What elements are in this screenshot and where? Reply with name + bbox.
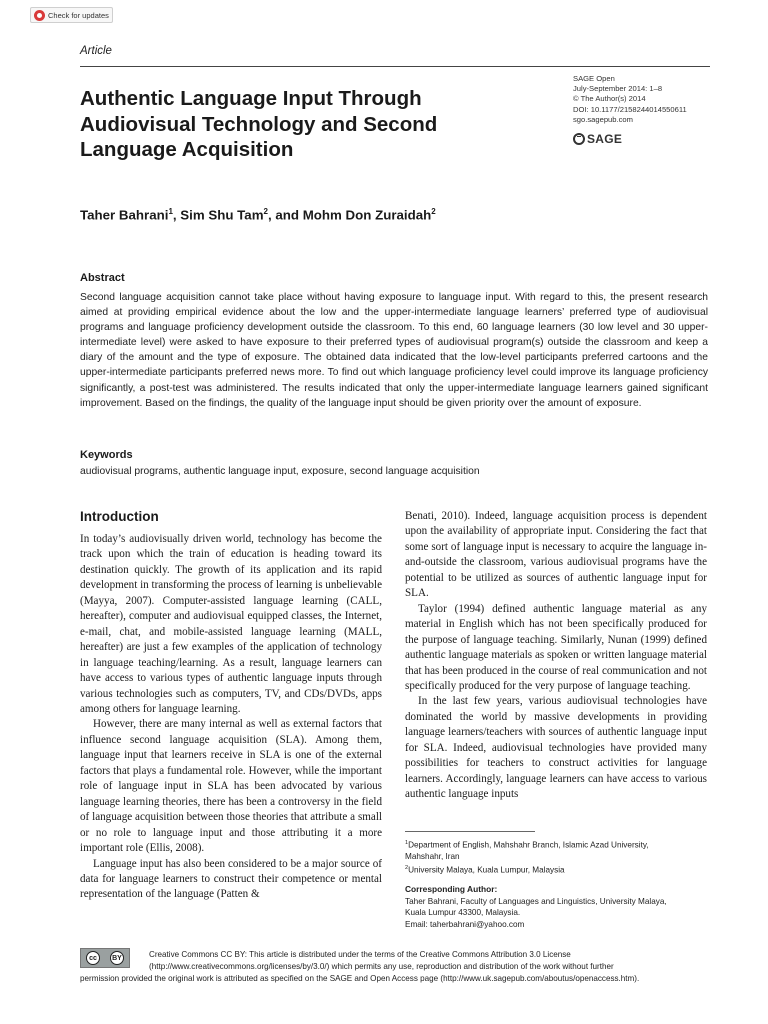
abstract-text: Second language acquisition cannot take place without having exposure to language input. With regard to this, the present research aimed at providing empirical evidence about the low and the upper-intermediate language learners’ preferred type of audiovisual programs and language proficiency development outside the classroom. To this end, 60 language learners (30 low level and 30 upper-intermediate level) were asked to have exposure to their preferred types of audiovisual program(s) outside the classroom and keep a diary of the amount and the type of exposure. The obtained data indicated that the low-level participants preferred cartoons and the upper-intermediate participants preferred news more. To find out which language proficiency level could improve its language proficiency significantly, a post-test was administered. The results indicated that only the upper-intermediate language learners gained significant improvement. Based on the findings, the quality of the language input should be given priority over the amount of exposure. [80, 292, 708, 409]
journal-site[interactable]: sgo.sagepub.com [573, 114, 633, 124]
license-line: Creative Commons CC BY: This article is distributed under the terms of the Creative Commons Attribution 3.0 License [149, 950, 571, 959]
affiliation-1-cont: Mahshahr, Iran [405, 852, 460, 862]
author-name: Mohm Don Zuraidah [302, 207, 432, 223]
affiliation-1 [405, 838, 710, 851]
header-rule [80, 66, 710, 67]
affiliation-mark: 2 [263, 207, 268, 216]
license-line: (http://www.creativecommons.org/licenses/by/3.0/) which permits any use, reproduction and distribution of the work without further [149, 962, 614, 972]
sage-logo-icon [573, 133, 585, 145]
journal-doi[interactable]: DOI: 10.1177/2158244014550611 [573, 104, 687, 114]
article-type-label: Article [80, 45, 112, 57]
corresponding-author-heading: Corresponding Author: [405, 884, 498, 895]
body-paragraph: Language input has also been considered to be a major source of data for language learners to construct their competence or mental representation of the language (Patten & [80, 857, 382, 901]
abstract-heading: Abstract [80, 272, 125, 284]
affiliation-mark: 1 [168, 207, 173, 216]
sage-logo [573, 132, 622, 146]
body-paragraph: Taylor (1994) defined authentic language material as any material in English which has not been specifically produced for the purpose of language teaching. Similarly, Nunan (1999) defined authentic language materials as spoken or written language material that has been produced in the course of real communication and not specifically produced for the very purpose of language teaching. [405, 602, 707, 692]
body-column-right [405, 509, 707, 803]
keywords-heading: Keywords [80, 449, 133, 461]
introduction-heading: Introduction [80, 509, 159, 524]
body-paragraph: In the last few years, various audiovisual technologies have dominated the world by massive developments in providing language learners/teachers with sources of authentic language input for SLA. Indeed, audiovisual technologies have provided many possibilities for teachers to construct activities for language learners. Accordingly, language learners can have access to various authentic language inputs [405, 695, 707, 801]
cc-icon: cc [86, 951, 100, 965]
journal-name: SAGE Open [573, 74, 615, 83]
affiliation-mark: 2 [431, 207, 436, 216]
affiliation-2 [405, 863, 710, 876]
corresponding-author-email[interactable]: Email: taherbahrani@yahoo.com [405, 920, 525, 930]
check-for-updates-button[interactable] [30, 7, 113, 23]
author-list: Taher Bahrani$^1$, Sim Shu Tam$^2$, and Mohm Don Zuraidah$^2$ [80, 207, 436, 223]
update-icon [34, 10, 45, 21]
author-name: Taher Bahrani [80, 207, 169, 223]
sage-logo-text: SAGE [587, 132, 623, 146]
attribution-icon: BY [110, 951, 124, 965]
check-for-updates-label: Check for updates [48, 10, 109, 20]
footnotes [405, 838, 710, 931]
author-name: Sim Shu Tam [180, 207, 264, 223]
affiliation-text: University Malaya, Kuala Lumpur, Malaysia [408, 865, 565, 875]
journal-copyright: © The Author(s) 2014 [573, 94, 646, 104]
body-paragraph: However, there are many internal as well as external factors that influence second language acquisition (SLA). Among them, language input that learners receive in SLA is one of the external factors that plays a fundamental role. However, while the important role of language input in SLA has been advocated by various language learning theories, there has been a controversy in the field of language acquisition between those theories that attribute a small or no role to language input and those attributing it a more important role (Ellis, 2008). [80, 718, 382, 855]
corresponding-author-line: Kuala Lumpur 43300, Malaysia. [405, 908, 521, 918]
body-paragraph: In today’s audiovisually driven world, technology has become the track upon which the train of education is heading toward its destination quickly. The growth of its application and its rapid development in transforming the process of learning is unbelievable (Mayya, 2007). Computer-assisted language learning (CALL, hereafter), computer and audiovisual equipped classes, the Internet, e-mail, chat, and mobile-assisted language learning (MALL, hereafter) are just a few examples of the application of technology in language teaching/learning. As a result, language learners can have access to various types of authentic language inputs through various technologies such as computers, TV, and CDs/DVDs, apps among others for language learning. [80, 533, 382, 715]
license-line: permission provided the original work is attributed as specified on the SAGE and Open Access page (http://www.uk.sagepub.com/aboutus/openaccess.htm). [80, 974, 640, 984]
license-text [80, 949, 712, 986]
journal-issue: July-September 2014: 1–8 [573, 84, 663, 94]
keywords-text: audiovisual programs, authentic language input, exposure, second language acquisition [80, 466, 480, 477]
body-paragraph: Benati, 2010). Indeed, language acquisition process is dependent upon the availability of appropriate input. Considering the fact that some sort of language input is necessary to acquire the language in-and-outside the classroom, various audiovisual programs have the potential to be utilized as sources of authentic language input for SLA. [405, 510, 707, 600]
affiliation-number: 1 [405, 840, 409, 846]
affiliation-number: 2 [405, 864, 409, 871]
corresponding-author-line: Taher Bahrani, Faculty of Languages and Linguistics, University Malaya, [405, 896, 667, 906]
paper-title: Authentic Language Input Through Audiovisual Technology and Second Language Acquisition [80, 87, 438, 161]
journal-info [573, 74, 723, 125]
body-column-left [80, 532, 382, 903]
footnote-rule [405, 831, 535, 832]
affiliation-text: Department of English, Mahshahr Branch, Islamic Azad University, [408, 840, 649, 850]
